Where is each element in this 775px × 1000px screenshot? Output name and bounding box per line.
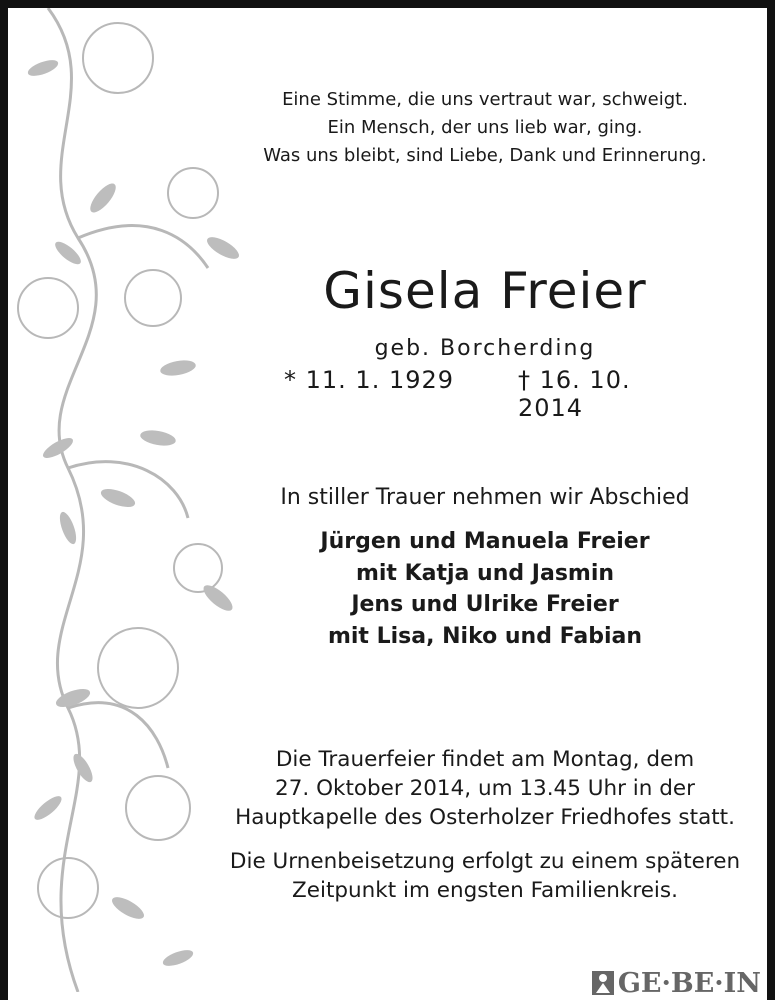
life-dates — [284, 366, 694, 422]
urn-line: Zeitpunkt im engsten Familienkreis. — [292, 878, 678, 903]
ceremony-notice — [100, 745, 775, 832]
publisher-logo — [592, 966, 761, 1000]
person-icon — [592, 971, 614, 995]
ceremony-line: 27. Oktober 2014, um 13.45 Uhr in der — [275, 776, 695, 801]
family-line: Jürgen und Manuela Freier — [320, 529, 650, 554]
urn-notice — [100, 847, 775, 905]
deceased-name: Gisela Freier — [323, 262, 647, 320]
death-date: † 16. 10. 2014 — [518, 366, 631, 422]
logo-text: GE·BE·IN — [617, 967, 761, 999]
family-line: mit Katja und Jasmin — [355, 560, 615, 586]
birth-date: * 11. 1. 1929 — [284, 366, 455, 394]
ceremony-line: Hauptkapelle des Osterholzer Friedhofes statt. — [235, 805, 735, 830]
poem-line: Eine Stimme, die uns vertraut war, schweigt. — [282, 89, 688, 110]
mourning-intro: In stiller Trauer nehmen wir Abschied — [280, 485, 690, 510]
ceremony-line: Die Trauerfeier findet am Montag, dem — [275, 747, 695, 772]
family-line: Jens und Ulrike Freier — [351, 592, 619, 617]
urn-line: Die Urnenbeisetzung erfolgt zu einem späteren — [229, 849, 741, 874]
poem-line: Ein Mensch, der uns lieb war, ging. — [327, 117, 643, 138]
family-line: mit Lisa, Niko und Fabian — [327, 623, 643, 649]
family-list — [100, 526, 775, 652]
maiden-name: geb. Borcherding — [374, 336, 596, 361]
poem — [100, 86, 775, 170]
poem-line: Was uns bleibt, sind Liebe, Dank und Erinnerung. — [263, 145, 707, 166]
